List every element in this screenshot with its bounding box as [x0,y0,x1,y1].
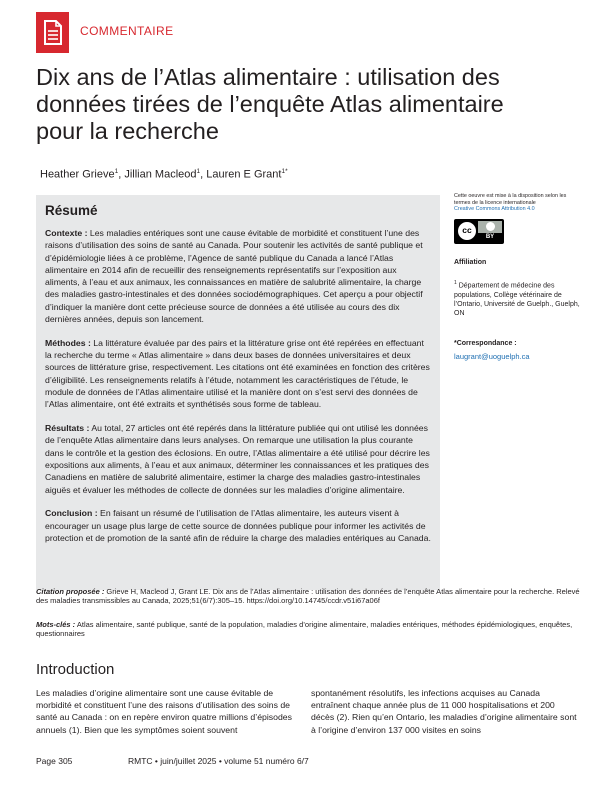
section-label: Méthodes : [45,337,91,348]
license-statement [454,193,580,213]
abstract-conclusion [45,507,431,544]
section-text: Au total, 27 articles ont été repérés dans la littérature publiée qui ont utilisé les données de l’enquête Atlas alimentaire dans leurs analyses. On remarque une utilisation la plus courante dans le contrôle et la gestion des éclosions. En outre, l’Atlas alimentaire a été utilisé pour décrire les expositions aux aliments, à l’eau et aux animaux, déterminer les connaissances et les pratiques des Canadiens en matière de salubrité alimentaire, estimer la charge des maladies gastro-intestinales aiguës et évaluer les méthodes de collecte de données sur les maladies d’origine alimentaire. [45,423,430,495]
license-text: Cette oeuvre est mise à la disposition selon les termes de la licence internationale [454,193,567,206]
suggested-citation [36,587,581,606]
author-name: Heather Grieve [40,168,115,181]
abstract-box [36,195,440,590]
affiliation-heading: Affiliation [454,259,487,266]
keywords [36,620,581,639]
author-affiliation-mark: 1* [281,168,288,175]
article-title: Dix ans de l’Atlas alimentaire : utilisation des données tirées de l’enquête Atlas alimentaire pour la recherche [36,64,504,144]
creative-commons-badge[interactable] [454,219,504,244]
introduction-column-left: Les maladies d’origine alimentaire sont une cause évitable de morbidité et constituent l’une des raisons d’utilisation des soins de santé au Canada : on en repère environ quatre millions d’épisodes annuels (1). Bien que les symptômes soient souvent [36,688,292,735]
cc-icon: cc [457,221,477,241]
author-name: Jillian Macleod [124,168,197,181]
section-text: La littérature évaluée par des pairs et la littérature grise ont été repérées en effectuant la recherche du terme « Atlas alimentaire » dans deux bases de données universitaires et deux sources de littérature grise, respectivement. Les citations ont été examinées en fonction des critères d’éligibilité. Les renseignements relatifs à l’étude, notamment les caractéristiques de l’étude, le module de données de l’Atlas alimentaire utilisé et la manière dont on s’est servi des données de l’Atlas alimentaire, ont été extraits et synthétisés sous forme de tableau. [45,337,430,410]
abstract-context [45,227,431,325]
abstract-heading: Résumé [45,203,98,218]
license-link[interactable]: Creative Commons Attribution 4.0 [454,206,535,213]
section-label: Résultats : [45,423,90,434]
introduction-column-right: spontanément résolutifs, les infections acquises au Canada entraînent chaque année plus de 11 000 hospitalisations et 200 décès (2). Rien qu’en Ontario, les maladies d’origine alimentaire sont à l’origine d’environ 137 000 visites en soins [311,688,577,735]
affiliation-mark: 1 [454,280,457,286]
affiliation-text [454,279,580,318]
section-label: COMMENTAIRE [80,24,174,38]
section-text: En faisant un résumé de l’utilisation de l’Atlas alimentaire, les auteurs visent à encourager un usage plus large de cette source de données publique pour informer les activités de protection et de promotion de la santé afin de réduire la charge des maladies entériques au Canada. [45,508,431,544]
affiliation-body: Département de médecine des populations, Collège vétérinaire de l’Ontario, Université de Guelph., Guelph, ON [454,282,580,317]
author-affiliation-mark: 1 [196,168,201,175]
person-icon [486,222,495,231]
author-affiliation-mark: 1 [114,168,119,175]
abstract-methods [45,337,431,411]
introduction-heading: Introduction [36,661,115,678]
keywords-text: Atlas alimentaire, santé publique, santé de la population, maladies d’origine alimentaire, maladies entériques, méthodes épidémiologiques, enquêtes, questionnaires [36,620,573,639]
document-icon [36,12,69,53]
keywords-label: Mots-clés : [36,620,76,629]
abstract-results [45,422,431,496]
author-name: Lauren E Grant [206,168,282,181]
page-number: Page 305 [36,756,73,766]
citation-label: Citation proposée : [36,587,105,596]
section-label: Conclusion : [45,508,98,519]
citation-text: Grieve H, Macleod J, Grant LE. Dix ans de l’Atlas alimentaire : utilisation des données de l’enquête Atlas alimentaire pour la recherche. Relevé des maladies transmissibles au Canada, 2025;51(6/7):305–15. https://doi.org/10.14745/ccdr.v51i67a06f [36,587,580,606]
by-label: BY [478,233,502,242]
journal-reference: RMTC • juin/juillet 2025 • volume 51 numéro 6/7 [128,756,309,766]
correspondence-heading: *Correspondance : [454,340,517,347]
section-text: Les maladies entériques sont une cause évitable de morbidité et constituent l’une des raisons d’utilisation des soins de santé au Canada. Pour soutenir les activités de santé publique et d’épidémiologie liées à ce problème, l’Agence de santé publique du Canada a lancé l’Atlas alimentaire en 2014 afin de recueillir des renseignements représentatifs sur l’exposition aux aliments, à l’eau et aux animaux, les connaissances en matière de salubrité alimentaire, la charge des maladies gastro-intestinales et des données sociodémographiques. Cet aperçu a pour objectif d’indiquer la manière dont cette précieuse source de données a été utilisée au cours des dix dernières années, depuis son lancement. [45,228,423,325]
correspondence-email-link[interactable]: laugrant@uoguelph.ca [454,352,530,361]
section-label: Contexte : [45,228,88,238]
author-list: Heather Grieve$^1$, Jillian Macleod$^1$, Lauren E Grant$^{1*}$ [40,168,288,181]
